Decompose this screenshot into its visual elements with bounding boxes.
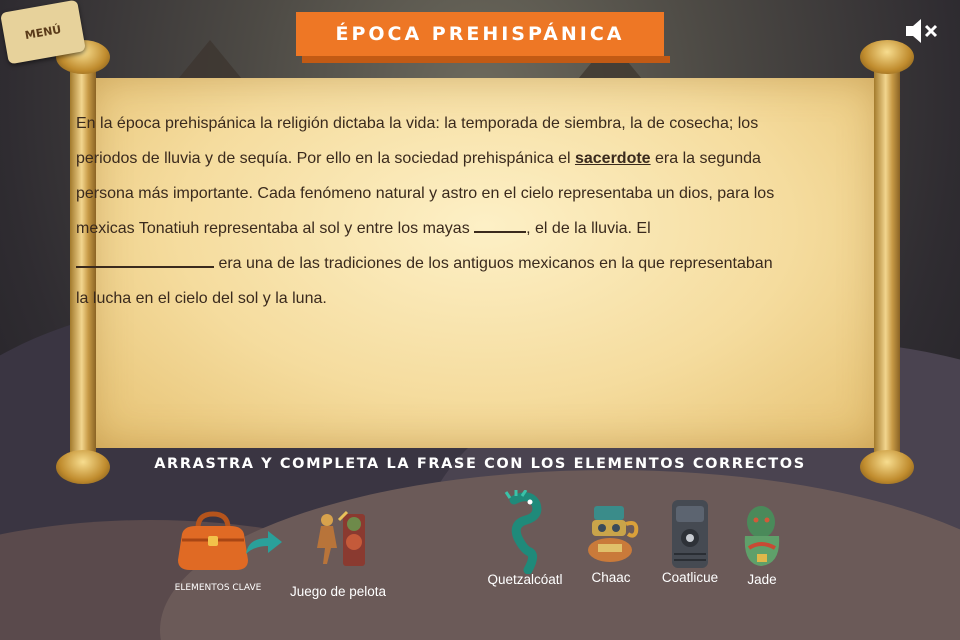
ballgame-figures-icon	[303, 508, 373, 572]
drop-blank-1[interactable]	[474, 217, 526, 233]
item-juego-de-pelota[interactable]	[280, 508, 396, 599]
chaac-statue-icon	[580, 502, 642, 568]
drop-blank-2[interactable]	[76, 252, 214, 268]
passage-part: , el de la lluvia. El	[526, 220, 651, 237]
passage-part: era la segunda persona más importante. Cada fenómeno natural y astro en el cielo representaba un dios, para los mexicas Tonatiuh representaba al sol y entre los mayas	[76, 150, 775, 237]
jade-figure-icon	[739, 504, 785, 570]
title-banner	[296, 12, 664, 56]
item-coatlicue[interactable]	[652, 496, 728, 585]
page-title: ÉPOCA PREHISPÁNICA	[335, 23, 625, 45]
bag-icon	[176, 510, 250, 574]
scroll-rod-right	[874, 60, 900, 470]
feathered-serpent-icon	[500, 490, 550, 574]
passage-part: En la época prehispánica la religión dictaba la vida: la temporada de siembra, la de cosecha; los periodos de lluvia y de sequía. Por ello en la sociedad prehispánica el	[76, 115, 759, 167]
item-label: Quetzalcóatl	[487, 572, 563, 587]
item-label: Coatlicue	[661, 570, 719, 585]
item-label: Jade	[747, 572, 777, 587]
passage-text	[76, 106, 776, 316]
coatlicue-statue-icon	[664, 496, 716, 572]
item-label: Juego de pelota	[289, 584, 387, 599]
item-quetzalcoatl[interactable]	[478, 490, 572, 587]
item-label: Chaac	[591, 570, 631, 585]
menu-label: MENÚ	[23, 22, 63, 42]
mute-icon[interactable]	[904, 16, 940, 46]
key-elements-label: ELEMENTOS CLAVE	[174, 583, 262, 593]
item-chaac[interactable]	[576, 502, 646, 585]
instruction-text: ARRASTRA Y COMPLETA LA FRASE CON LOS ELEMENTOS CORRECTOS	[154, 456, 806, 472]
passage-part: era una de las tradiciones de los antiguos mexicanos en la que representaban la lucha en el cielo del sol y la luna.	[76, 255, 773, 307]
item-jade[interactable]	[736, 504, 788, 587]
keyword-sacerdote[interactable]: sacerdote	[574, 150, 651, 167]
